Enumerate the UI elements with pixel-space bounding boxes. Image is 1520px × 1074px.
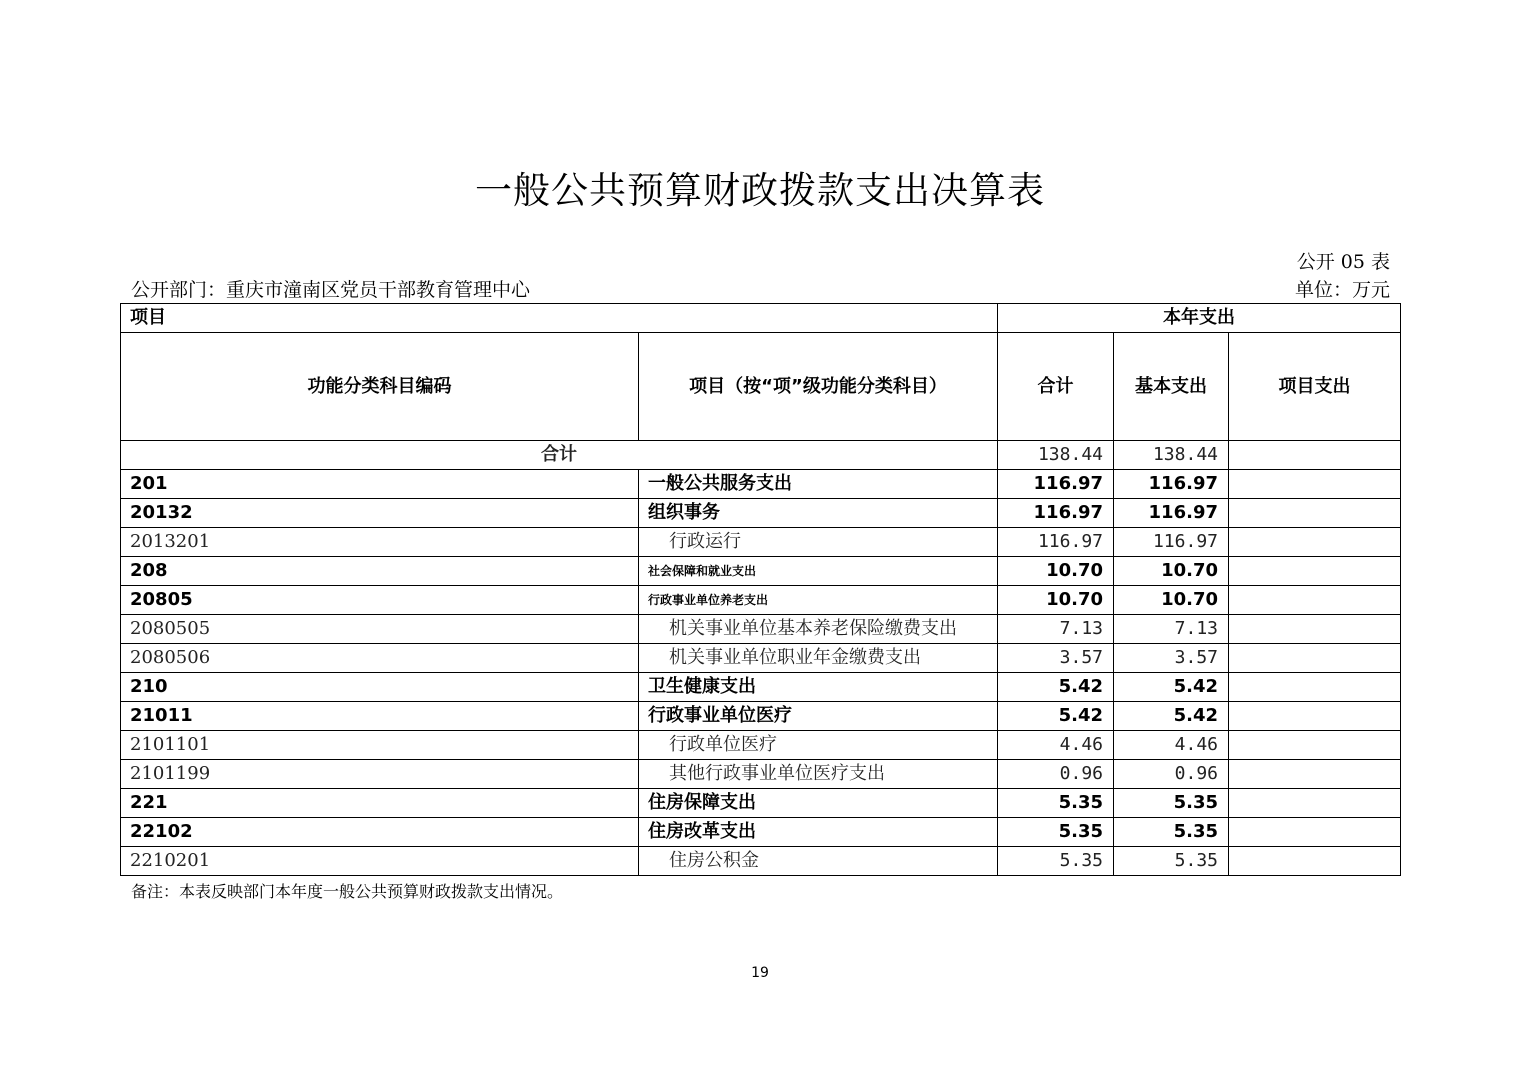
row-code: 208: [121, 557, 639, 586]
row-project: [1229, 673, 1401, 702]
row-name: 行政单位医疗: [639, 731, 998, 760]
table-row: [121, 644, 1401, 673]
header-project: 项目: [121, 304, 998, 333]
table-row: [121, 847, 1401, 876]
total-row: [121, 441, 1401, 470]
page-title: 一般公共预算财政拨款支出决算表: [475, 169, 1045, 212]
header-current-year: 本年支出: [998, 304, 1401, 333]
footnote: 备注：本表反映部门本年度一般公共预算财政拨款支出情况。: [131, 882, 564, 901]
row-basic: 5.42: [1114, 673, 1229, 702]
header-total: 合计: [998, 333, 1114, 441]
row-basic: 0.96: [1114, 760, 1229, 789]
row-basic: 116.97: [1114, 470, 1229, 499]
row-name: 社会保障和就业支出: [639, 557, 998, 586]
row-code: 20805: [121, 586, 639, 615]
row-code: 2101199: [121, 760, 639, 789]
table-row: [121, 586, 1401, 615]
row-project: [1229, 615, 1401, 644]
table-row: [121, 615, 1401, 644]
row-name: 一般公共服务支出: [639, 470, 998, 499]
table-row: [121, 528, 1401, 557]
row-total: 116.97: [998, 528, 1114, 557]
table-row: [121, 470, 1401, 499]
row-basic: 116.97: [1114, 528, 1229, 557]
row-project: [1229, 586, 1401, 615]
row-total: 4.46: [998, 731, 1114, 760]
expenditure-table: [120, 303, 1401, 876]
row-basic: 3.57: [1114, 644, 1229, 673]
page-number: 19: [751, 965, 769, 981]
total-basic: 138.44: [1114, 441, 1229, 470]
row-total: 10.70: [998, 586, 1114, 615]
row-total: 5.35: [998, 818, 1114, 847]
header-code: 功能分类科目编码: [121, 333, 639, 441]
row-total: 5.35: [998, 789, 1114, 818]
row-name: 住房公积金: [639, 847, 998, 876]
header-basic: 基本支出: [1114, 333, 1229, 441]
total-label: 合计: [121, 441, 998, 470]
row-total: 116.97: [998, 499, 1114, 528]
row-code: 201: [121, 470, 639, 499]
header-project-expense: 项目支出: [1229, 333, 1401, 441]
header-row-main: [121, 333, 1401, 441]
row-basic: 5.42: [1114, 702, 1229, 731]
row-code: 2080506: [121, 644, 639, 673]
row-total: 5.35: [998, 847, 1114, 876]
row-project: [1229, 789, 1401, 818]
table-row: [121, 789, 1401, 818]
row-name: 行政事业单位医疗: [639, 702, 998, 731]
row-name: 住房改革支出: [639, 818, 998, 847]
row-name: 机关事业单位职业年金缴费支出: [639, 644, 998, 673]
header-item: 项目（按“项”级功能分类科目）: [639, 333, 998, 441]
row-total: 5.42: [998, 702, 1114, 731]
row-code: 2101101: [121, 731, 639, 760]
department-label: 公开部门：重庆市潼南区党员干部教育管理中心: [131, 279, 531, 301]
row-total: 3.57: [998, 644, 1114, 673]
row-basic: 10.70: [1114, 586, 1229, 615]
row-name: 行政事业单位养老支出: [639, 586, 998, 615]
row-basic: 116.97: [1114, 499, 1229, 528]
row-total: 10.70: [998, 557, 1114, 586]
row-code: 2080505: [121, 615, 639, 644]
row-project: [1229, 470, 1401, 499]
table-row: [121, 499, 1401, 528]
row-name: 行政运行: [639, 528, 998, 557]
unit-label: 单位：万元: [1294, 279, 1390, 301]
row-basic: 7.13: [1114, 615, 1229, 644]
row-basic: 10.70: [1114, 557, 1229, 586]
row-name: 卫生健康支出: [639, 673, 998, 702]
row-project: [1229, 557, 1401, 586]
row-project: [1229, 702, 1401, 731]
row-project: [1229, 731, 1401, 760]
row-name: 机关事业单位基本养老保险缴费支出: [639, 615, 998, 644]
header-row-top: [121, 304, 1401, 333]
row-total: 7.13: [998, 615, 1114, 644]
table-row: [121, 557, 1401, 586]
row-basic: 5.35: [1114, 818, 1229, 847]
row-project: [1229, 499, 1401, 528]
row-project: [1229, 644, 1401, 673]
row-total: 116.97: [998, 470, 1114, 499]
row-total: 0.96: [998, 760, 1114, 789]
row-code: 2013201: [121, 528, 639, 557]
row-project: [1229, 847, 1401, 876]
row-name: 组织事务: [639, 499, 998, 528]
row-basic: 4.46: [1114, 731, 1229, 760]
table-row: [121, 702, 1401, 731]
table-row: [121, 760, 1401, 789]
row-basic: 5.35: [1114, 847, 1229, 876]
row-name: 住房保障支出: [639, 789, 998, 818]
total-amount: 138.44: [998, 441, 1114, 470]
row-code: 20132: [121, 499, 639, 528]
table-number: 公开 05 表: [1296, 251, 1390, 273]
row-project: [1229, 760, 1401, 789]
row-code: 2210201: [121, 847, 639, 876]
row-code: 210: [121, 673, 639, 702]
row-project: [1229, 818, 1401, 847]
row-code: 21011: [121, 702, 639, 731]
row-code: 22102: [121, 818, 639, 847]
row-code: 221: [121, 789, 639, 818]
row-basic: 5.35: [1114, 789, 1229, 818]
row-name: 其他行政事业单位医疗支出: [639, 760, 998, 789]
total-project: [1229, 441, 1401, 470]
table-row: [121, 818, 1401, 847]
row-project: [1229, 528, 1401, 557]
table-row: [121, 731, 1401, 760]
row-total: 5.42: [998, 673, 1114, 702]
table-row: [121, 673, 1401, 702]
